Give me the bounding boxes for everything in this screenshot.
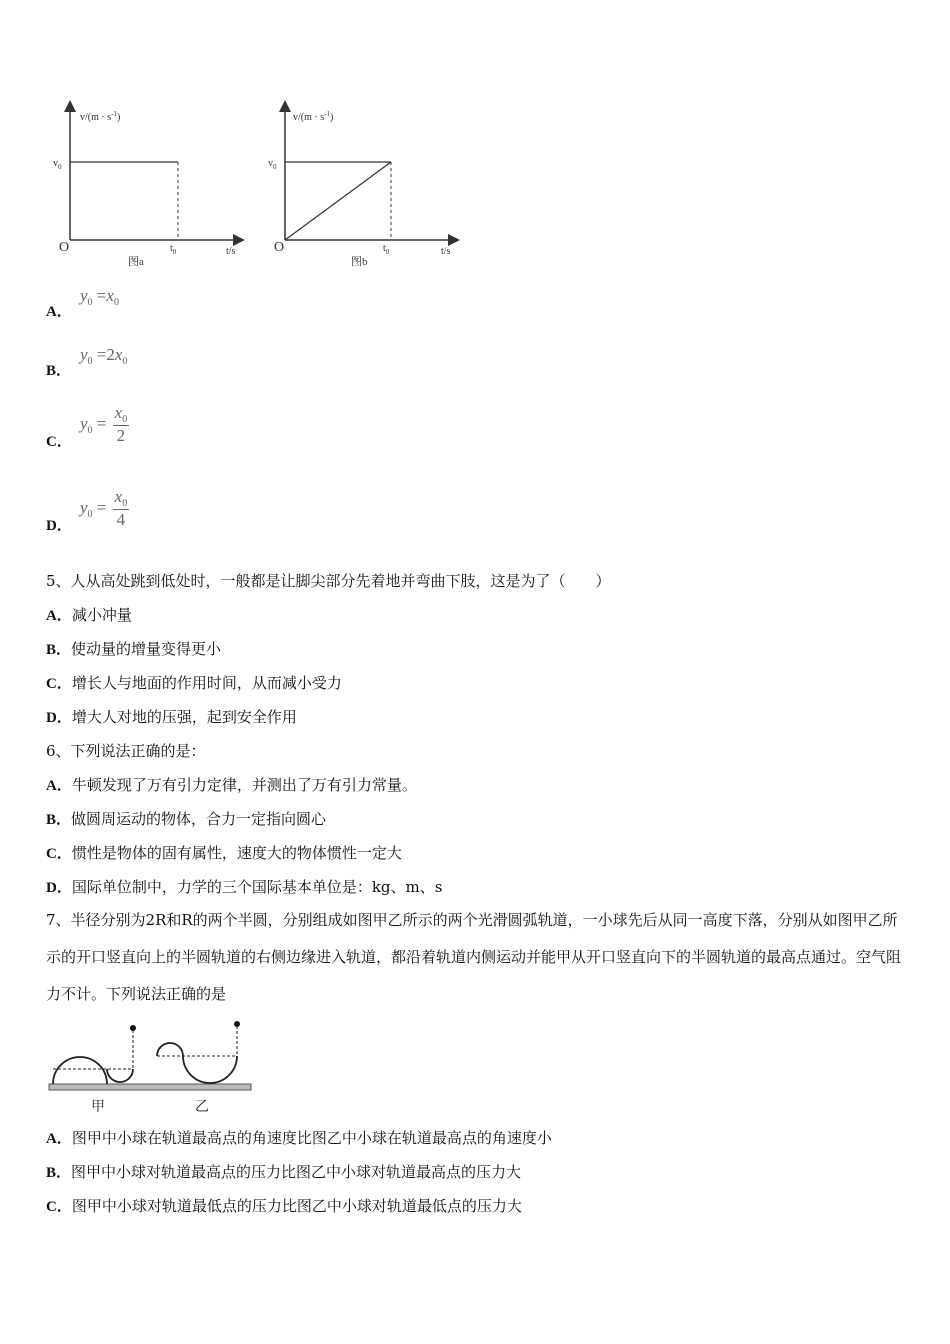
figure-label-yi: 乙 [195, 1100, 209, 1115]
q6-option-d: D．国际单位制中，力学的三个国际基本单位是：kg、m、s [46, 878, 443, 896]
q5-stem: 5、人从高处跳到低处时，一般都是让脚尖部分先着地并弯曲下肢，这是为了（ ） [46, 572, 611, 590]
q6-option-c: C．惯性是物体的固有属性，速度大的物体惯性一定大 [46, 844, 402, 862]
graph-caption: 图b [351, 256, 368, 268]
q5-option-b: B．使动量的增量变得更小 [46, 640, 222, 658]
jia-ball [130, 1025, 136, 1031]
track-yi-lower [183, 1056, 237, 1083]
q6-stem: 6、下列说法正确的是： [46, 742, 206, 760]
y-axis-label: $v/(m \cdot s^{-1})$ [293, 110, 334, 123]
t0-label: $t_0$ [383, 243, 390, 256]
figure-label-jia: 甲 [91, 1100, 105, 1115]
track-jia-upper [53, 1057, 107, 1084]
x-axis-label: t/s [226, 246, 236, 257]
track-jia-lower-arc [107, 1069, 133, 1082]
v0-label: $v_0$ [53, 158, 62, 171]
q7-option-a: A．图甲中小球在轨道最高点的角速度比图乙中小球在轨道最高点的角速度小 [46, 1129, 552, 1147]
graph-a [50, 95, 250, 275]
q4-option-b-label: B． [46, 363, 72, 379]
q4-option-a-formula: $y_0 =x_0$ [80, 286, 119, 308]
q4-option-b-formula: $y_0 =2x_0$ [80, 345, 128, 367]
x-axis-label: t/s [441, 246, 451, 257]
y-axis-label: $v/(m \cdot s^{-1})$ [80, 110, 121, 123]
q6-option-a: A．牛顿发现了万有引力定律，并测出了万有引力常量。 [46, 776, 417, 794]
origin-label: O [59, 240, 70, 255]
origin-label: O [274, 240, 285, 255]
q4-option-d-formula: $y_0$ = $\frac{x_0}{4}$ [80, 487, 128, 529]
diagonal-line [285, 162, 391, 240]
q7-figure [45, 1018, 255, 1118]
q6-option-b: B．做圆周运动的物体，合力一定指向圆心 [46, 810, 327, 828]
track-yi-upper [157, 1043, 183, 1056]
q4-option-a-label: A． [46, 304, 72, 320]
q5-option-c: C．增长人与地面的作用时间，从而减小受力 [46, 674, 342, 692]
q7-option-c: C．图甲中小球对轨道最低点的压力比图乙中小球对轨道最低点的压力大 [46, 1197, 522, 1215]
ground [49, 1084, 251, 1090]
q4-option-c-formula: $y_0$ = $\frac{x_0}{2}$ [80, 403, 128, 445]
t0-label: $t_0$ [170, 243, 177, 256]
graph-b [265, 95, 465, 275]
q7-stem: 7、半径分别为2R和R的两个半圆，分别组成如图甲乙所示的两个光滑圆弧轨道，一小球先后从同一高度下落，分别从如图甲乙所示的开口竖直向上的半圆轨道的右侧边缘进入轨道，都沿着轨道内侧运动并能甲从开口竖直向下的半圆轨道的最高点通过。空气阻力不计。下列说法正确的是 [46, 911, 902, 1003]
yi-ball [234, 1021, 240, 1027]
v0-label: $v_0$ [268, 158, 277, 171]
graph-caption: 图a [128, 256, 144, 268]
q7-option-b: B．图甲中小球对轨道最高点的压力比图乙中小球对轨道最高点的压力大 [46, 1163, 522, 1181]
q4-option-c-label: C． [46, 434, 72, 450]
q4-option-d-label: D． [46, 518, 72, 534]
q5-option-d: D．增大人对地的压强，起到安全作用 [46, 708, 297, 726]
q5-option-a: A．减小冲量 [46, 606, 132, 624]
